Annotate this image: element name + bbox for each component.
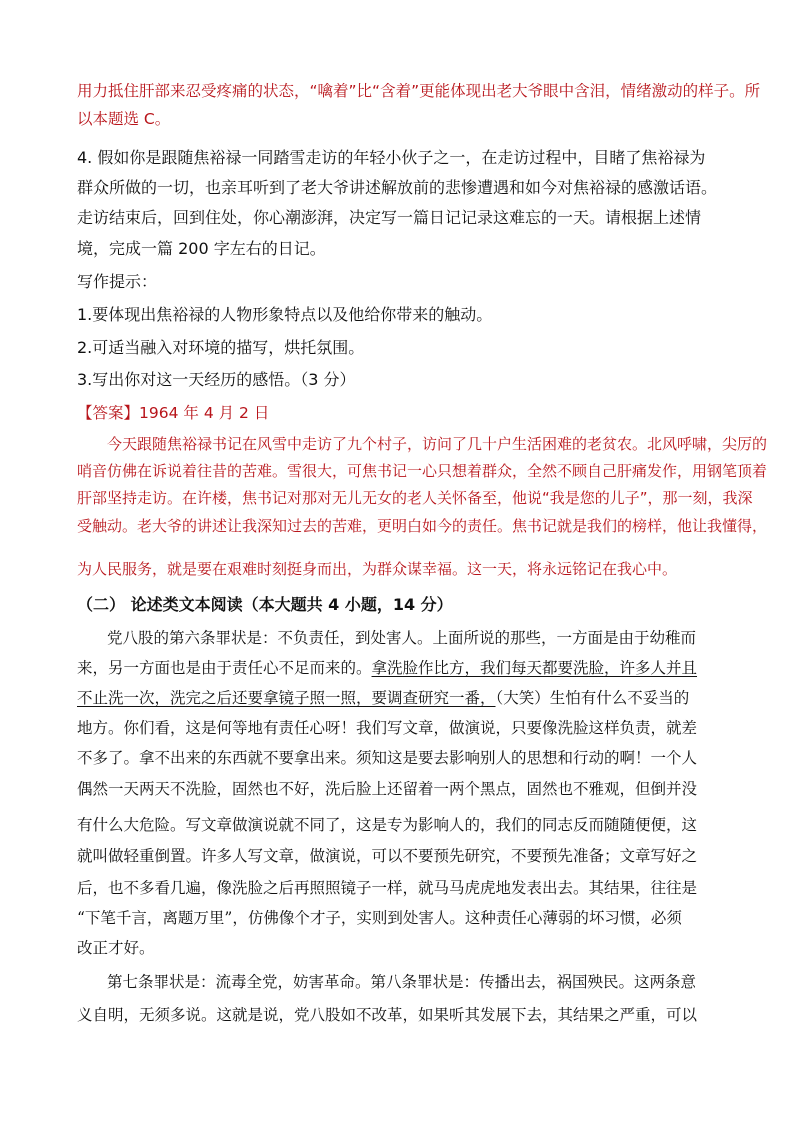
underlined-passage-text: 拿洗脸作比方，我们每天都要洗脸，许多人并且 <box>371 659 698 677</box>
passage-line: 有什么大危险。写文章做演说就不同了，这是专为影响人的，我们的同志反而随随便便，这 <box>77 816 698 834</box>
answer-line: 哨音仿佛在诉说着往昔的苦难。雪很大，可焦书记一心只想着群众，全然不顾自己肝痛发作，用钢笔顶着 <box>77 462 768 480</box>
passage-line: 党八股的第六条罪状是：不负责任，到处害人。上面所说的那些，一方面是由于幼稚而 <box>107 629 697 647</box>
section-heading: （二） 论述类文本阅读（本大题共 4 小题，14 分） <box>77 595 453 614</box>
passage-line: 改正才好。 <box>77 939 155 957</box>
passage-line: “下笔千言，离题万里”，仿佛像个才子，实则到处害人。这种责任心薄弱的坏习惯，必须 <box>77 909 682 927</box>
passage-line: 就叫做轻重倒置。许多人写文章，做演说，可以不要预先研究，不要预先准备；文章写好之 <box>77 847 698 865</box>
passage-line: 地方。你们看，这是何等地有责任心呀！我们写文章，做演说，只要像洗脸这样负责，就差 <box>77 719 698 737</box>
passage-text: 来，另一方面也是由于责任心不足而来的。 <box>77 659 372 677</box>
underlined-passage-text: 不止洗一次，洗完之后还要拿镜子照一照，要调查研究一番， <box>77 689 496 707</box>
passage-line <box>77 657 697 679</box>
passage-line: 义自明，无须多说。这就是说，党八股如不改革，如果听其发展下去，其结果之严重，可以 <box>77 1006 698 1024</box>
writing-tip: 3.写出你对这一天经历的感悟。（3 分） <box>77 370 356 389</box>
writing-tip: 2.可适当融入对环境的描写，烘托氛围。 <box>77 338 365 357</box>
passage-line: 不多了。拿不出来的东西就不要拿出来。须知这是要去影响别人的思想和行动的啊！一个人 <box>77 749 698 767</box>
answer-date: 1964 年 4 月 2 日 <box>139 404 270 422</box>
passage-line <box>77 687 689 709</box>
passage-line: 后，也不多看几遍，像洗脸之后再照照镜子一样，就马马虎虎地发表出去。其结果，往往是 <box>77 879 698 897</box>
answer-tail-line: 用力抵住肝部来忍受疼痛的状态，“噙着”比“含着”更能体现出老大爷眼中含泪，情绪激动的样子。所 <box>77 82 761 100</box>
question-line: 4. 假如你是跟随焦裕禄一同踏雪走访的年轻小伙子之一，在走访过程中，目睹了焦裕禄为 <box>77 148 706 167</box>
answer-line: 肝部坚持走访。在许楼，焦书记对那对无儿无女的老人关怀备至，他说“我是您的儿子”，那一刻，我深 <box>77 489 753 507</box>
answer-line: 为人民服务，就是要在艰难时刻挺身而出，为群众谋幸福。这一天，将永远铭记在我心中。 <box>77 560 678 578</box>
writing-tips-title: 写作提示： <box>77 272 158 291</box>
writing-tip: 1.要体现出焦裕禄的人物形象特点以及他给你带来的触动。 <box>77 305 493 324</box>
passage-text: （大笑）生怕有什么不妥当的 <box>495 689 690 707</box>
passage-line: 第七条罪状是：流毒全党，妨害革命。第八条罪状是：传播出去，祸国殃民。这两条意 <box>107 973 697 991</box>
answer-line: 受触动。老大爷的讲述让我深知过去的苦难，更明白如今的责任。焦书记就是我们的榜样，他让我懂得， <box>77 517 768 535</box>
question-line: 走访结束后，回到住处，你心潮澎湃，决定写一篇日记记录这难忘的一天。请根据上述情 <box>77 208 702 227</box>
answer-tail-line: 以本题选 C。 <box>77 110 171 128</box>
answer-line: 今天跟随焦裕禄书记在风雪中走访了九个村子，访问了几十户生活困难的老贫农。北风呼啸，尖厉的 <box>107 435 768 453</box>
answer-header <box>77 402 269 424</box>
passage-line: 偶然一天两天不洗脸，固然也不好，洗后脸上还留着一两个黑点，固然也不雅观，但倒并没 <box>77 780 698 798</box>
question-line: 群众所做的一切，也亲耳听到了老大爷讲述解放前的悲惨遭遇和如今对焦裕禄的感激话语。 <box>77 178 718 197</box>
question-line: 境，完成一篇 200 字左右的日记。 <box>77 239 326 258</box>
answer-label: 【答案】 <box>77 404 140 422</box>
